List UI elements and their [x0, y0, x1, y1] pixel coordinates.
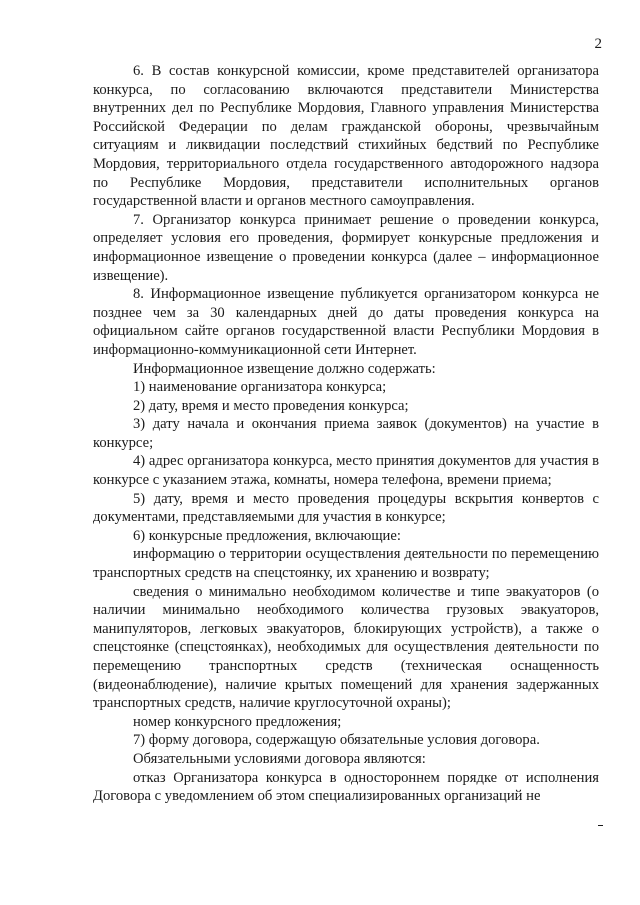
paragraph-organizer-refusal: отказ Организатора конкурса в одностороннем порядке от исполнения Договора с уведомлением об этом специализированных организаций не [93, 769, 599, 805]
list-item-contest-date: 2) дату, время и место проведения конкурса; [133, 397, 409, 414]
list-item-application-dates: 3) дату начала и окончания приема заявок (документов) на участие в конкурсе; [93, 416, 599, 451]
list-item-organizer-name: 1) наименование организатора конкурса; [133, 379, 387, 396]
list-item-envelope-opening: 5) дату, время и место проведения процедуры вскрытия конвертов с документами, представляемыми для участия в конкурсе; [93, 490, 599, 526]
paragraph-mandatory-conditions: Обязательными условиями договора являются: [133, 750, 426, 767]
document-body [93, 62, 599, 806]
margin-mark [598, 825, 603, 826]
paragraph-notice-publication: 8. Информационное извещение публикуется организатором конкурса не позднее чем за 30 календарных дней до даты проведения конкурса на официальном сайте органов государственной власти Республики Мордовия в информационно-коммуникационной сети Интернет. [93, 286, 599, 358]
sub-item-tow-trucks-info: сведения о минимально необходимом количестве и типе эвакуаторов (о наличии минимально необходимого количества грузовых эвакуаторов, манипуляторов, легковых эвакуаторов, блокирующих устройств), а также о спецстоянке (спецстоянках), необходимых для осуществления деятельности по перемещению транспортных средств (техническая оснащенность (видеонаблюдение), наличие крытых помещений для хранения задержанных транспортных средств, наличие круглосуточной охраны); [93, 583, 599, 712]
list-item-contract-form: 7) форму договора, содержащую обязательные условия договора. [133, 732, 540, 749]
paragraph-commission-composition: 6. В состав конкурсной комиссии, кроме представителей организатора конкурса, по согласованию включаются представители Министерства внутренних дел по Республике Мордовия, Главного управления Министерства Российской Федерации по делам гражданской обороны, чрезвычайным ситуациям и ликвидации последствий стихийных бедствий по Республике Мордовия, территориального отдела государственного автодорожного надзора по Республике Мордовия, представители исполнительных органов государственной власти и органов местного самоуправления. [93, 63, 599, 210]
list-item-organizer-address: 4) адрес организатора конкурса, место принятия документов для участия в конкурсе с указанием этажа, комнаты, номера телефона, времени приема; [93, 453, 599, 489]
sub-item-proposal-number: номер конкурсного предложения; [133, 713, 342, 730]
sub-item-territory-info: информацию о территории осуществления деятельности по перемещению транспортных средств на спецстоянку, их хранению и возврату; [93, 546, 599, 582]
list-item-contest-proposals: 6) конкурсные предложения, включающие: [133, 527, 401, 544]
paragraph-organizer-decision: 7. Организатор конкурса принимает решение о проведении конкурса, определяет условия его проведения, формирует конкурсные предложения и информационное извещение о проведении конкурса (далее – информационное извещение). [93, 211, 599, 284]
page-number: 2 [594, 36, 602, 52]
paragraph-notice-contents-intro: Информационное извещение должно содержать: [133, 360, 436, 377]
